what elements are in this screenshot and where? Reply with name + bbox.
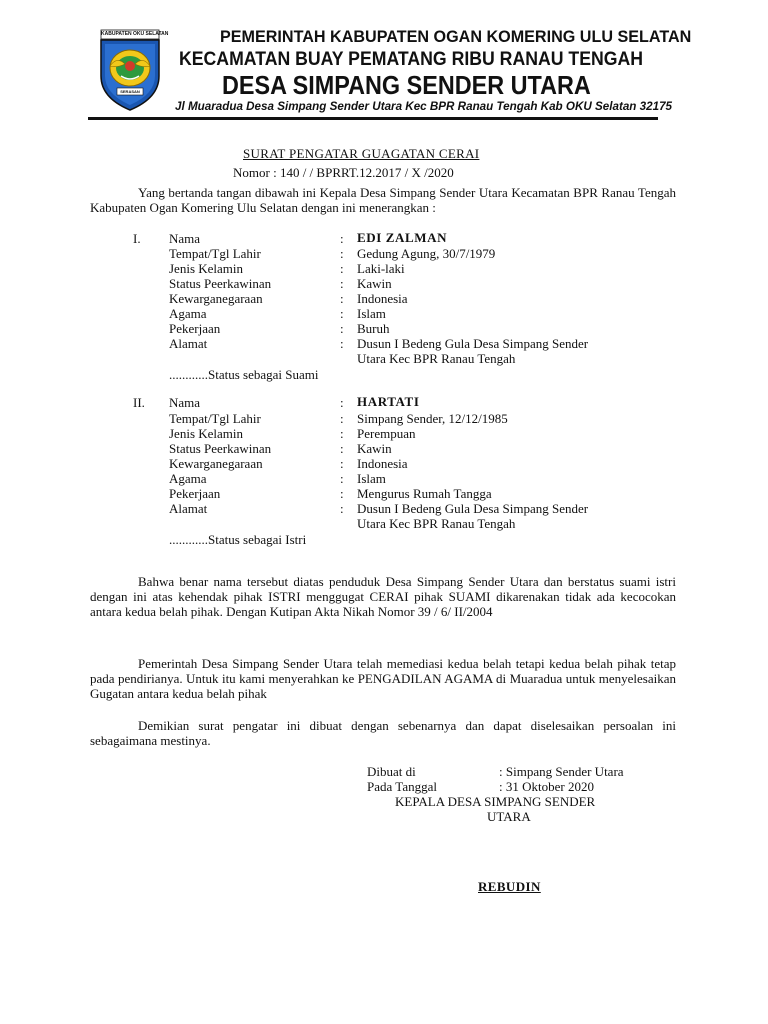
label-pekerjaan: Pekerjaan [169,486,221,501]
label-agama: Agama [169,306,207,321]
label-pekerjaan: Pekerjaan [169,321,221,336]
party-one-nama: EDI ZALMAN [357,230,448,245]
party-two-number: II. [133,395,145,410]
body-paragraph-2: Pemerintah Desa Simpang Sender Utara telah memediasi kedua belah tetapi kedua belah pihak tetap pada pendirianya. Untuk itu kami menyerahkan ke PENGADILAN AGAMA di Muaradua untuk menyelesaikan Gugatan antara kedua belah pihak [90,656,676,701]
colon: : [340,411,344,426]
body-paragraph-3: Demikian surat pengatar ini dibuat dengan sebenarnya dan dapat diselesaikan persoalan ini sebagaimana mestinya. [90,718,676,748]
letterhead-address: Jl Muaradua Desa Simpang Sender Utara Kec BPR Ranau Tengah Kab OKU Selatan 32175 [175,99,673,113]
label-alamat: Alamat [169,336,208,351]
colon: : [340,246,344,261]
colon: : [340,276,344,291]
party-one-agama: Islam [357,306,386,321]
letterhead-line1: PEMERINTAH KABUPATEN OGAN KOMERING ULU SELATAN [220,27,692,46]
regency-logo [95,26,169,112]
letter-number: Nomor : 140 / / BPRRT.12.2017 / X /2020 [233,165,454,180]
party-one-number: I. [133,231,141,246]
colon: : [340,336,344,351]
party-two-nama: HARTATI [357,394,420,409]
label-nama: Nama [169,395,201,410]
label-status: Status Peerkawinan [169,276,272,291]
logo-ribbon-text: SERASAN [120,89,140,94]
party-one-role: ............Status sebagai Suami [169,367,319,382]
shield-emblem-icon [95,26,169,112]
closing-dibuat-value: : Simpang Sender Utara [499,764,624,779]
party-two-pekerjaan: Mengurus Rumah Tangga [357,486,492,501]
party-one-pekerjaan: Buruh [357,321,390,336]
party-one-jk: Laki-laki [357,261,405,276]
party-two-ttl: Simpang Sender, 12/12/1985 [357,411,508,426]
intro-paragraph: Yang bertanda tangan dibawah ini Kepala Desa Simpang Sender Utara Kecamatan BPR Ranau Tengah Kabupaten Ogan Komering Ulu Selatan dengan ini menerangkan : [90,185,676,215]
party-one-ttl: Gedung Agung, 30/7/1979 [357,246,496,261]
colon: : [340,456,344,471]
colon: : [340,501,344,516]
party-one-alamat-line2: Utara Kec BPR Ranau Tengah [357,351,516,366]
colon: : [340,486,344,501]
label-kewarganegaraan: Kewarganegaraan [169,456,263,471]
label-agama: Agama [169,471,207,486]
party-two-alamat-line1: Dusun I Bedeng Gula Desa Simpang Sender [357,501,589,516]
label-status: Status Peerkawinan [169,441,272,456]
signatory-position-line2: UTARA [487,809,531,824]
signatory-position-line1: KEPALA DESA SIMPANG SENDER [395,794,596,809]
letter-title: SURAT PENGATAR GUAGATAN CERAI [243,146,480,161]
party-one-alamat-line1: Dusun I Bedeng Gula Desa Simpang Sender [357,336,589,351]
colon: : [340,471,344,486]
party-two-role: ............Status sebagai Istri [169,532,307,547]
label-jenis-kelamin: Jenis Kelamin [169,426,244,441]
letterhead-line2: KECAMATAN BUAY PEMATANG RIBU RANAU TENGAH [179,49,644,70]
label-ttl: Tempat/Tgl Lahir [169,411,261,426]
colon: : [340,441,344,456]
colon: : [340,261,344,276]
colon: : [340,306,344,321]
signatory-name: REBUDIN [478,879,541,894]
closing-tanggal-value: : 31 Oktober 2020 [499,779,594,794]
logo-top-text: KABUPATEN OKU SELATAN [101,31,169,37]
party-two-agama: Islam [357,471,386,486]
letterhead [85,22,692,122]
closing-dibuat-label: Dibuat di [367,764,416,779]
colon: : [340,426,344,441]
letterhead-line3: DESA SIMPANG SENDER UTARA [222,70,591,100]
party-two-alamat-line2: Utara Kec BPR Ranau Tengah [357,516,516,531]
label-nama: Nama [169,231,201,246]
party-one-warga: Indonesia [357,291,408,306]
colon: : [340,291,344,306]
closing-tanggal-label: Pada Tanggal [367,779,437,794]
party-two-status: Kawin [357,441,392,456]
colon: : [340,395,344,410]
label-jenis-kelamin: Jenis Kelamin [169,261,244,276]
party-two-warga: Indonesia [357,456,408,471]
label-alamat: Alamat [169,501,208,516]
party-one-status: Kawin [357,276,392,291]
body-paragraph-1: Bahwa benar nama tersebut diatas penduduk Desa Simpang Sender Utara dan berstatus suami istri dengan ini atas kehendak pihak ISTRI menggugat CERAI pihak SUAMI dikarenakan tidak ada kecocokan antara kedua belah pihak. Dengan Kutipan Akta Nikah Nomor 39 / 6/ II/2004 [90,574,676,619]
colon: : [340,231,344,246]
label-kewarganegaraan: Kewarganegaraan [169,291,263,306]
colon: : [340,321,344,336]
party-two-jk: Perempuan [357,426,416,441]
label-ttl: Tempat/Tgl Lahir [169,246,261,261]
letterhead-divider [88,117,658,120]
